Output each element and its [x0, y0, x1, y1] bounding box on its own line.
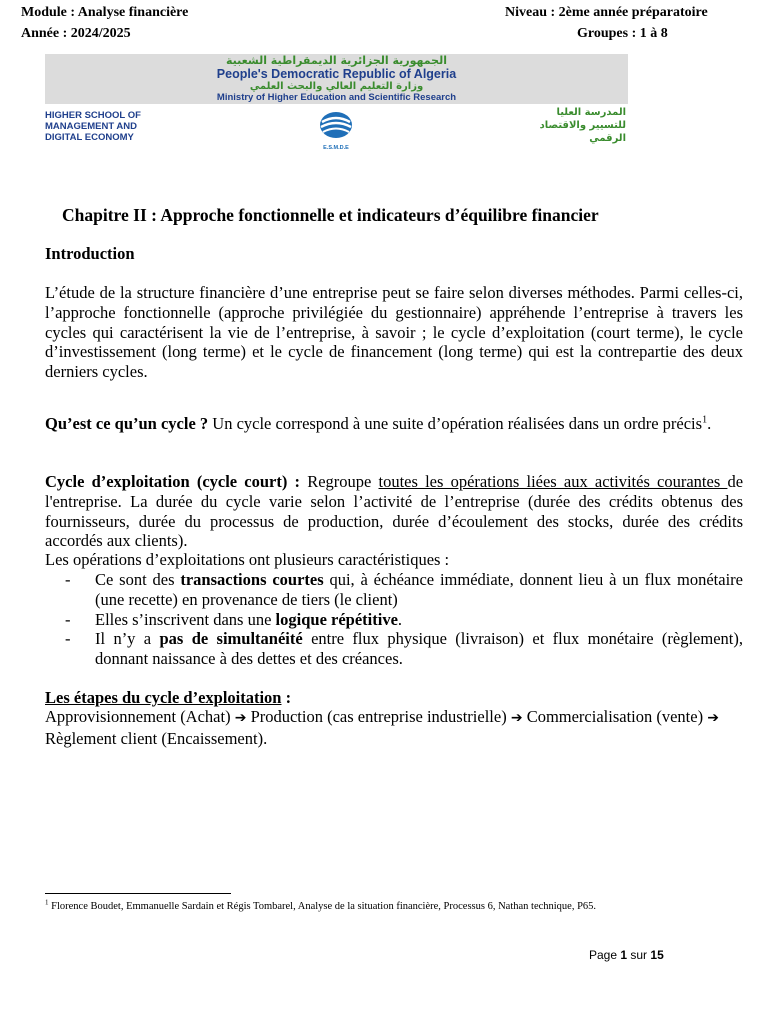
- school-en-line: HIGHER SCHOOL OF: [45, 110, 141, 121]
- school-name-arabic: [476, 106, 626, 145]
- page-number: [589, 948, 664, 962]
- bullet-dash: -: [65, 609, 71, 629]
- list-item: [65, 629, 743, 669]
- list-item-text: entre flux physique (livraison) et flux monétaire (règlement), donnant naissance à des dettes et des créances.: [95, 629, 743, 669]
- bullet-dash: -: [65, 629, 71, 649]
- etapes-heading: Les étapes du cycle d’exploitation: [45, 688, 282, 707]
- step-reglement: Règlement client (Encaissement).: [45, 728, 268, 748]
- cycle-exploitation-paragraph: [45, 472, 743, 551]
- etapes-colon: :: [281, 688, 292, 707]
- footnote-text: Florence Boudet, Emmanuelle Sardain et Régis Tombarel, Analyse de la situation financière, Processus 6, Nathan technique, P65.: [48, 901, 597, 912]
- footnote-ref: 1: [702, 414, 708, 426]
- page-middle: sur: [627, 948, 651, 962]
- intro-paragraph: L’étude de la structure financière d’une entreprise peut se faire selon diverses méthodes. Parmi celles-ci, l’approche fonctionnelle (approche privilégiée du gestionnaire) appréhende l’entreprise à travers les cycles qui caractérisent la vie de l’entreprise, à savoir ; le cycle d’exploitation (court terme), le cycle d’investissement (long terme) et le cycle de financement (long terme) qui est la contrepartie des deux derniers cycles.: [45, 283, 743, 382]
- list-item-text: Elles s’inscrivent dans une: [95, 609, 276, 629]
- banner-arabic-ministry: وزارة التعليم العالي والبحث العلمي: [249, 81, 424, 92]
- step-approvisionnement: Approvisionnement (Achat): [45, 707, 231, 726]
- logo-caption: E.S.M.D.E: [323, 145, 349, 151]
- school-name-english: [45, 110, 195, 143]
- list-item-text: qui, à échéance immédiate, donnent lieu à un flux monétaire (une recette) en provenance de tiers (le client): [95, 570, 743, 609]
- page-prefix: Page: [589, 948, 621, 962]
- arrow-right-icon: ➔: [707, 710, 719, 726]
- school-ar-line: الرقمي: [589, 133, 626, 144]
- list-item-text: Ce sont des: [95, 570, 181, 589]
- chapter-title: Chapitre II : Approche fonctionnelle et indicateurs d’équilibre financier: [62, 205, 599, 225]
- footnote-separator: [45, 893, 231, 894]
- etapes-sequence: [45, 707, 743, 749]
- cycle-exploitation-text1: Regroupe: [300, 472, 379, 491]
- school-ar-line: للتسيير والاقتصاد: [539, 120, 626, 131]
- list-item-text: Il n’y a: [95, 629, 160, 649]
- school-en-line: DIGITAL ECONOMY: [45, 132, 134, 143]
- banner-arabic-republic: الجمهورية الجزائرية الديمقراطية الشعبية: [226, 54, 447, 67]
- etapes-heading-line: [45, 688, 291, 708]
- cycle-definition-text: Un cycle correspond à une suite d’opération réalisées dans un ordre précis: [208, 414, 703, 433]
- arrow-right-icon: ➔: [234, 710, 247, 726]
- cycle-exploitation-underlined: toutes les opérations liées aux activités courantes: [378, 472, 728, 491]
- footnote: [45, 900, 745, 913]
- ministry-banner: [45, 54, 628, 104]
- list-item: [65, 610, 743, 630]
- characteristics-list: [65, 570, 743, 669]
- step-production: Production (cas entreprise industrielle): [250, 707, 507, 726]
- step-commercialisation: Commercialisation (vente): [526, 707, 704, 726]
- cycle-exploitation-text2: de l'entreprise. La durée du cycle varie selon l’activité de l’entreprise (durée des crédits obtenus des fournisseurs, durée du processus de production, durée d’écoulement des stocks, durée des crédits accordés aux clients).: [45, 472, 744, 551]
- list-item: [65, 570, 743, 610]
- groupes-label: Groupes : 1 à 8: [577, 26, 668, 41]
- bullet-dash: -: [65, 570, 71, 589]
- banner-ministry: Ministry of Higher Education and Scientific Research: [216, 92, 457, 103]
- cycle-question: Qu’est ce qu’un cycle ?: [45, 414, 209, 433]
- intro-heading: Introduction: [45, 244, 135, 263]
- footnote-number: 1: [45, 898, 49, 907]
- list-item-bold: logique répétitive: [275, 609, 398, 629]
- page-total: 15: [650, 948, 664, 962]
- niveau-label: Niveau : 2ème année préparatoire: [505, 5, 708, 20]
- banner-republic: People's Democratic Republic of Algeria: [216, 67, 457, 81]
- school-en-line: MANAGEMENT AND: [45, 121, 138, 132]
- cycle-definition-end: .: [707, 414, 712, 433]
- school-ar-line: المدرسة العليا: [556, 107, 626, 118]
- page-current: 1: [620, 948, 628, 962]
- cycle-definition: [45, 414, 743, 434]
- list-item-text: .: [397, 609, 403, 629]
- cycle-exploitation-label: Cycle d’exploitation (cycle court) :: [45, 472, 301, 491]
- arrow-right-icon: ➔: [510, 710, 523, 726]
- school-logo-icon: [316, 110, 356, 151]
- list-item-bold: pas de simultanéité: [159, 629, 303, 649]
- characteristics-intro: Les opérations d’exploitations ont plusieurs caractéristiques :: [45, 550, 450, 569]
- module-label: Module : Analyse financière: [21, 5, 189, 20]
- list-item-bold: transactions courtes: [180, 570, 324, 589]
- annee-label: Année : 2024/2025: [21, 26, 131, 41]
